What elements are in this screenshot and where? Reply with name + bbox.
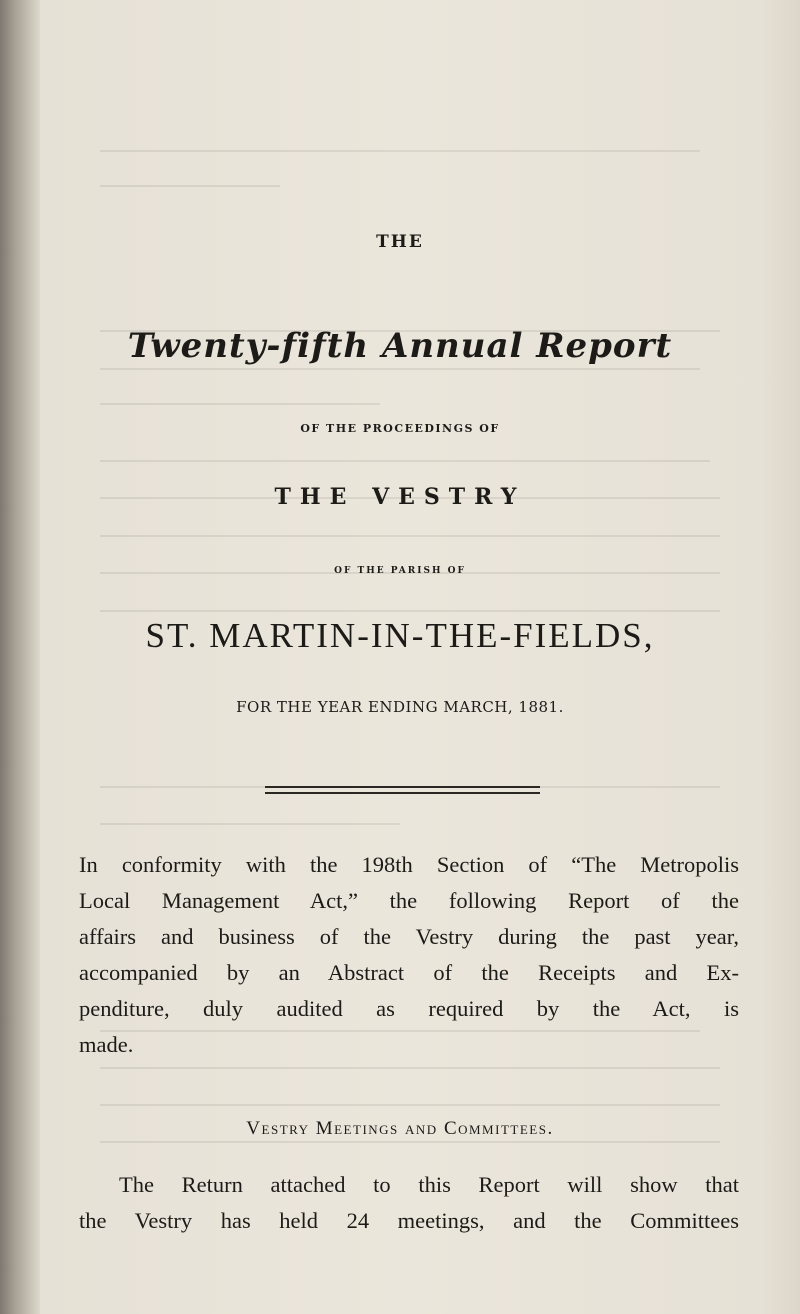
section-heading: Vestry Meetings and Committees. (246, 1118, 554, 1139)
double-rule-top (265, 786, 540, 788)
paragraph-line: penditure, duly audited as required by the Act, is (79, 996, 739, 1021)
show-through-text (40, 0, 800, 1314)
paragraph-line: the Vestry has held 24 meetings, and the Committees (79, 1208, 739, 1233)
paragraph-line: affairs and business of the Vestry during the past year, (79, 924, 739, 949)
report-title: Twenty-fifth Annual Report (127, 326, 673, 366)
meetings-paragraph (79, 1167, 739, 1239)
parish-of-line: OF THE PARISH OF (334, 566, 466, 576)
parish-name: ST. MARTIN-IN-THE-FIELDS, (145, 616, 655, 655)
paragraph-line: The Return attached to this Report will show that (119, 1172, 739, 1197)
double-rule-bottom (265, 792, 540, 794)
report-the: THE (376, 232, 424, 252)
proceedings-line: OF THE PROCEEDINGS OF (300, 422, 500, 435)
intro-paragraph (79, 847, 739, 1063)
paragraph-line: Local Management Act,” the following Report of the (79, 888, 739, 913)
paragraph-line: In conformity with the 198th Section of “The Metropolis (79, 852, 739, 877)
vestry-heading: THE VESTRY (274, 484, 526, 510)
paragraph-line: made. (79, 1032, 134, 1057)
paragraph-line: accompanied by an Abstract of the Receipts and Ex- (79, 960, 739, 985)
binding-gutter (0, 0, 40, 1314)
year-line: FOR THE YEAR ENDING MARCH, 1881. (236, 698, 564, 716)
